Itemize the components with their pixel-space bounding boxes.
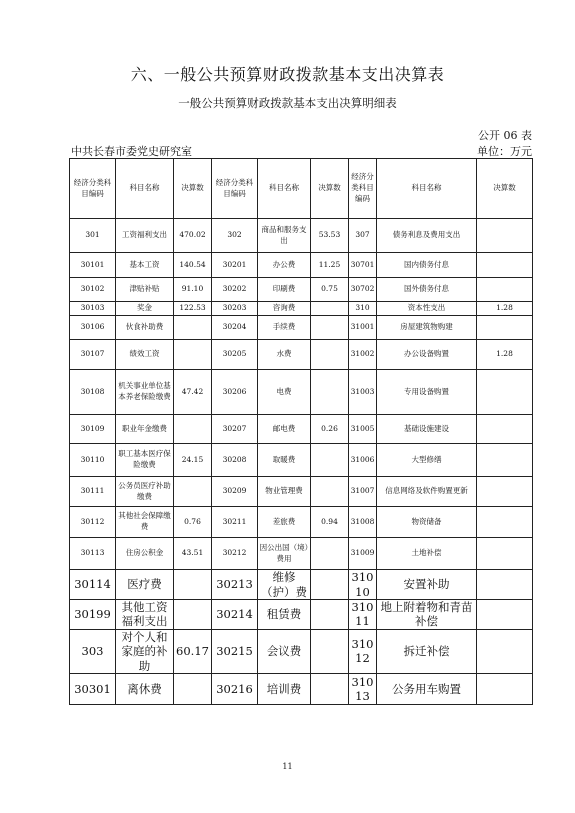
table-cell — [174, 570, 212, 600]
table-cell — [311, 600, 349, 630]
table-cell: 电费 — [258, 370, 311, 415]
table-cell: 30216 — [212, 673, 258, 704]
table-cell — [311, 570, 349, 600]
table-cell: 11.25 — [311, 253, 349, 278]
table-cell: 咨询费 — [258, 302, 311, 316]
table-cell — [174, 600, 212, 630]
table-cell: 其他社会保障缴费 — [116, 507, 174, 538]
header-cell: 经济分类科目编码 — [212, 159, 258, 219]
table-cell: 安置补助 — [377, 570, 477, 600]
table-row — [70, 316, 533, 340]
table-cell: 31005 — [349, 415, 377, 444]
table-cell: 差旅费 — [258, 507, 311, 538]
table-row — [70, 538, 533, 570]
table-cell: 47.42 — [174, 370, 212, 415]
table-cell: 0.75 — [311, 278, 349, 302]
header-cell: 科目名称 — [258, 159, 311, 219]
table-cell: 31011 — [349, 600, 377, 630]
table-cell: 31002 — [349, 340, 377, 370]
table-cell: 30204 — [212, 316, 258, 340]
table-header-row — [70, 159, 533, 219]
table-cell: 31003 — [349, 370, 377, 415]
table-cell: 31008 — [349, 507, 377, 538]
table-cell: 伙食补助费 — [116, 316, 174, 340]
table-row — [70, 370, 533, 415]
table-cell: 30113 — [70, 538, 116, 570]
table-cell — [174, 673, 212, 704]
table-cell: 地上附着物和青苗补偿 — [377, 600, 477, 630]
table-cell: 信息网络及软件购置更新 — [377, 477, 477, 507]
table-row — [70, 673, 533, 704]
table-cell — [477, 444, 533, 477]
table-cell — [174, 415, 212, 444]
table-cell: 30206 — [212, 370, 258, 415]
table-cell: 房屋建筑物购建 — [377, 316, 477, 340]
table-cell: 水费 — [258, 340, 311, 370]
unit-label: 单位：万元 — [477, 145, 532, 158]
header-cell: 决算数 — [477, 159, 533, 219]
table-cell: 302 — [212, 219, 258, 253]
header-cell: 经济分类科目编码 — [349, 159, 377, 219]
table-cell: 30103 — [70, 302, 116, 316]
table-cell: 0.26 — [311, 415, 349, 444]
table-cell: 30111 — [70, 477, 116, 507]
table-cell: 91.10 — [174, 278, 212, 302]
table-cell: 30214 — [212, 600, 258, 630]
table-cell — [477, 370, 533, 415]
table-cell: 30213 — [212, 570, 258, 600]
table-cell: 30215 — [212, 629, 258, 673]
table-cell: 30702 — [349, 278, 377, 302]
table-cell: 物业管理费 — [258, 477, 311, 507]
table-cell: 国外债务付息 — [377, 278, 477, 302]
table-cell: 30109 — [70, 415, 116, 444]
table-cell — [477, 278, 533, 302]
table-cell: 30203 — [212, 302, 258, 316]
header-cell: 决算数 — [174, 159, 212, 219]
table-cell: 30207 — [212, 415, 258, 444]
table-cell: 30205 — [212, 340, 258, 370]
table-cell: 维修（护）费 — [258, 570, 311, 600]
table-cell: 30201 — [212, 253, 258, 278]
table-cell: 30212 — [212, 538, 258, 570]
table-cell — [174, 340, 212, 370]
table-cell — [477, 507, 533, 538]
table-cell: 津贴补贴 — [116, 278, 174, 302]
table-cell: 物资储备 — [377, 507, 477, 538]
table-cell: 0.94 — [311, 507, 349, 538]
table-cell — [311, 444, 349, 477]
table-cell: 大型修缮 — [377, 444, 477, 477]
table-row — [70, 570, 533, 600]
table-cell: 31007 — [349, 477, 377, 507]
table-cell: 140.54 — [174, 253, 212, 278]
table-row — [70, 278, 533, 302]
table-cell: 31010 — [349, 570, 377, 600]
table-cell: 邮电费 — [258, 415, 311, 444]
table-cell: 30209 — [212, 477, 258, 507]
table-cell: 会议费 — [258, 629, 311, 673]
table-cell: 拆迁补偿 — [377, 629, 477, 673]
table-cell: 对个人和家庭的补助 — [116, 629, 174, 673]
table-row — [70, 253, 533, 278]
page-number: 11 — [282, 762, 293, 771]
table-row — [70, 600, 533, 630]
table-cell: 取暖费 — [258, 444, 311, 477]
table-cell — [477, 570, 533, 600]
table-cell: 30108 — [70, 370, 116, 415]
header-cell: 科目名称 — [116, 159, 174, 219]
table-cell: 30211 — [212, 507, 258, 538]
table-cell: 机关事业单位基本养老保险缴费 — [116, 370, 174, 415]
table-cell — [477, 673, 533, 704]
table-cell — [311, 370, 349, 415]
table-cell: 租赁费 — [258, 600, 311, 630]
page-title: 六、一般公共预算财政拨款基本支出决算表 — [130, 65, 445, 84]
table-cell: 1.28 — [477, 340, 533, 370]
table-cell: 30301 — [70, 673, 116, 704]
table-cell: 办公设备购置 — [377, 340, 477, 370]
table-cell — [477, 316, 533, 340]
table-cell: 绩效工资 — [116, 340, 174, 370]
table-cell: 303 — [70, 629, 116, 673]
table-row — [70, 340, 533, 370]
table-cell: 30106 — [70, 316, 116, 340]
table-cell: 31001 — [349, 316, 377, 340]
table-cell: 0.76 — [174, 507, 212, 538]
table-cell: 商品和服务支出 — [258, 219, 311, 253]
table-row — [70, 629, 533, 673]
table-cell — [311, 477, 349, 507]
table-cell: 工资福利支出 — [116, 219, 174, 253]
table-row — [70, 507, 533, 538]
table-cell: 基础设施建设 — [377, 415, 477, 444]
table-cell — [477, 219, 533, 253]
table-cell: 公务用车购置 — [377, 673, 477, 704]
table-cell: 奖金 — [116, 302, 174, 316]
table-cell: 60.17 — [174, 629, 212, 673]
table-cell: 住房公积金 — [116, 538, 174, 570]
table-cell: 土地补偿 — [377, 538, 477, 570]
table-cell — [311, 316, 349, 340]
table-cell — [477, 477, 533, 507]
table-cell — [311, 302, 349, 316]
table-cell: 301 — [70, 219, 116, 253]
table-cell: 30101 — [70, 253, 116, 278]
table-cell: 30107 — [70, 340, 116, 370]
table-cell: 470.02 — [174, 219, 212, 253]
table-cell: 债务利息及费用支出 — [377, 219, 477, 253]
table-cell: 离休费 — [116, 673, 174, 704]
table-cell: 310 — [349, 302, 377, 316]
table-cell: 31009 — [349, 538, 377, 570]
table-cell — [477, 538, 533, 570]
table-cell — [477, 415, 533, 444]
table-cell: 因公出国（境）费用 — [258, 538, 311, 570]
table-cell: 手续费 — [258, 316, 311, 340]
table-row — [70, 219, 533, 253]
table-cell: 1.28 — [477, 302, 533, 316]
table-cell: 30208 — [212, 444, 258, 477]
table-cell: 30102 — [70, 278, 116, 302]
table-cell: 其他工资福利支出 — [116, 600, 174, 630]
table-row — [70, 477, 533, 507]
table-cell — [311, 629, 349, 673]
table-cell: 122.53 — [174, 302, 212, 316]
table-row — [70, 415, 533, 444]
table-cell: 307 — [349, 219, 377, 253]
table-cell: 30701 — [349, 253, 377, 278]
table-cell: 国内债务付息 — [377, 253, 477, 278]
header-cell: 科目名称 — [377, 159, 477, 219]
table-cell: 24.15 — [174, 444, 212, 477]
table-cell — [477, 629, 533, 673]
table-cell: 医疗费 — [116, 570, 174, 600]
organization-name: 中共长春市委党史研究室 — [71, 145, 192, 158]
table-cell: 资本性支出 — [377, 302, 477, 316]
table-cell: 43.51 — [174, 538, 212, 570]
header-cell: 经济分类科目编码 — [70, 159, 116, 219]
table-cell: 办公费 — [258, 253, 311, 278]
table-cell — [311, 340, 349, 370]
table-cell: 30110 — [70, 444, 116, 477]
table-cell — [477, 253, 533, 278]
table-cell — [311, 673, 349, 704]
table-cell — [174, 316, 212, 340]
table-row — [70, 444, 533, 477]
table-cell: 31012 — [349, 629, 377, 673]
table-cell: 30199 — [70, 600, 116, 630]
table-cell — [311, 538, 349, 570]
expenditure-table — [69, 158, 533, 705]
table-cell: 职业年金缴费 — [116, 415, 174, 444]
table-cell: 30112 — [70, 507, 116, 538]
table-cell — [174, 477, 212, 507]
table-cell — [477, 600, 533, 630]
table-cell: 公务员医疗补助缴费 — [116, 477, 174, 507]
table-cell: 53.53 — [311, 219, 349, 253]
table-cell: 培训费 — [258, 673, 311, 704]
table-cell: 职工基本医疗保险缴费 — [116, 444, 174, 477]
table-cell: 30202 — [212, 278, 258, 302]
table-cell: 31006 — [349, 444, 377, 477]
form-number: 公开 06 表 — [478, 129, 532, 142]
table-cell: 31013 — [349, 673, 377, 704]
table-cell: 印刷费 — [258, 278, 311, 302]
table-cell: 基本工资 — [116, 253, 174, 278]
table-cell: 30114 — [70, 570, 116, 600]
header-cell: 决算数 — [311, 159, 349, 219]
table-subtitle: 一般公共预算财政拨款基本支出决算明细表 — [178, 96, 397, 110]
table-row — [70, 302, 533, 316]
table-cell: 专用设备购置 — [377, 370, 477, 415]
